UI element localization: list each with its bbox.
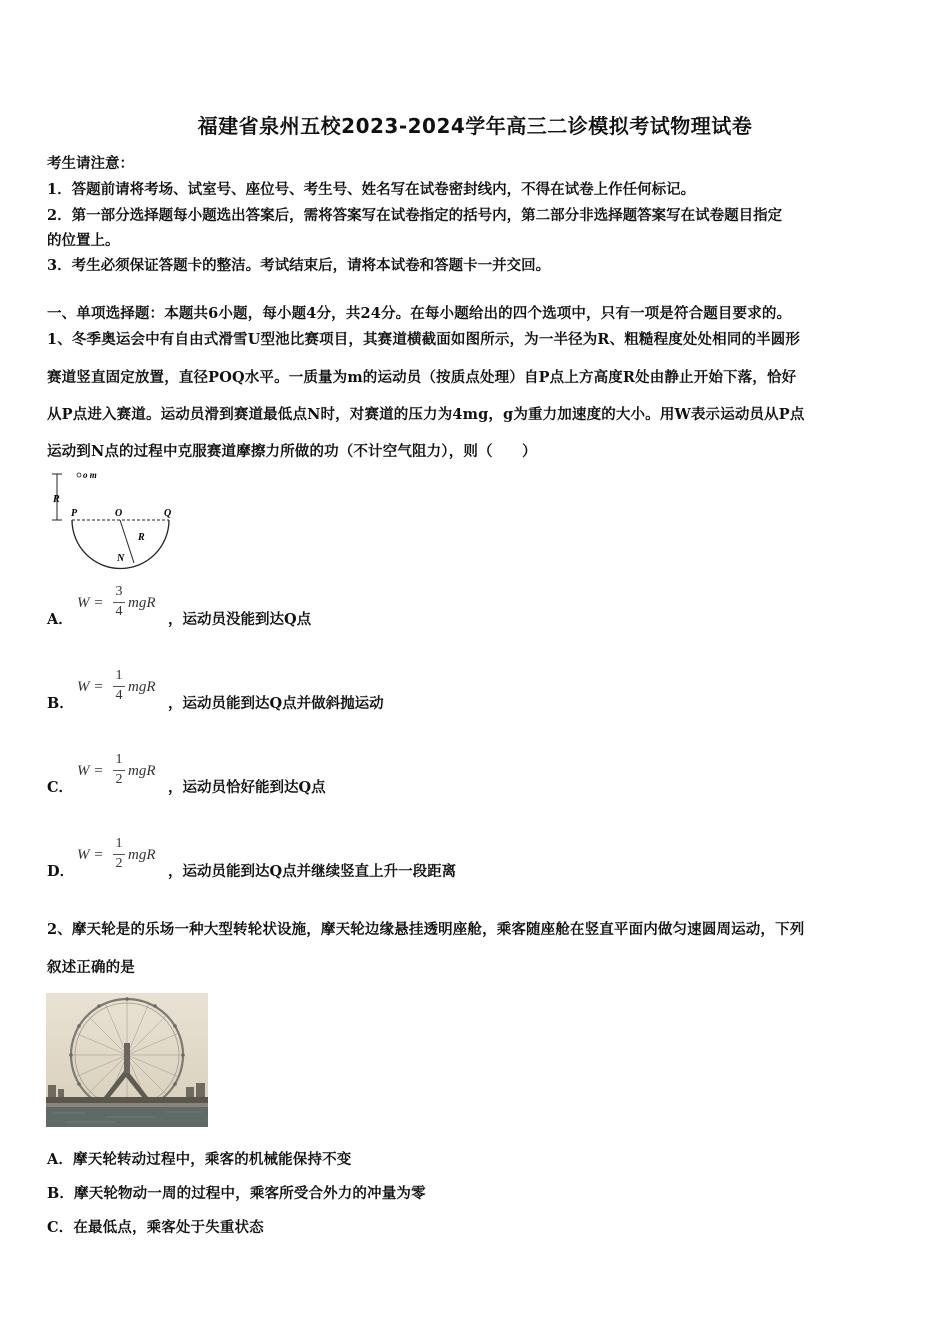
option-b-label: B． — [47, 695, 74, 712]
option-d-label: D． — [47, 863, 75, 880]
option-d-fracbar — [113, 854, 125, 855]
option-b-den: 4 — [115, 688, 123, 703]
option-c-fracbar — [113, 770, 125, 771]
q1-line-2: 赛道竖直固定放置，直径POQ水平。一质量为m的运动员（按质点处理）自P点上方高度R处由静止开始下落，恰好 — [47, 369, 797, 386]
option-a-label: A． — [47, 611, 73, 628]
q1-line-1: 1、冬季奥运会中有自由式滑雪U型池比赛项目，其赛道横截面如图所示，为一半径为R、粗糙程度处处相同的半圆形 — [47, 331, 801, 348]
q2-option-b[interactable]: B．摩天轮物动一周的过程中，乘客所受合外力的冲量为零 — [47, 1185, 426, 1202]
page-title: 福建省泉州五校2023-2024学年高三二诊模拟考试物理试卷 — [197, 114, 753, 138]
option-c-text: ，运动员恰好能到达Q点 — [168, 779, 326, 796]
option-d-den: 2 — [115, 856, 123, 871]
option-d-text: ，运动员能到达Q点并继续竖直上升一段距离 — [168, 863, 457, 880]
option-d-w: W = — [77, 847, 104, 863]
q1-option-d[interactable] — [47, 832, 747, 882]
option-d-num: 1 — [115, 836, 123, 851]
q1-option-c[interactable] — [47, 748, 647, 798]
option-b-num: 1 — [115, 668, 123, 683]
option-b-tail: mgR — [128, 679, 156, 695]
q2-line-2: 叙述正确的是 — [47, 959, 135, 976]
option-c-label: C． — [47, 779, 74, 796]
q2-option-c[interactable]: C．在最低点，乘客处于失重状态 — [47, 1219, 264, 1236]
q1-halfpipe-diagram — [44, 466, 184, 576]
notice-item-3: 3．考生必须保证答题卡的整洁。考试结束后，请将本试卷和答题卡一并交回。 — [47, 257, 551, 274]
option-a-tail: mgR — [128, 595, 156, 611]
option-a-num: 3 — [115, 584, 123, 599]
q1-option-b[interactable] — [47, 664, 647, 714]
q2-line-1: 2、摩天轮是的乐场一种大型转轮状设施，摩天轮边缘悬挂透明座舱，乘客随座舱在竖直平面内做匀速圆周运动，下列 — [47, 921, 805, 938]
diagram-label-p: P — [71, 508, 78, 519]
section1-heading: 一、单项选择题：本题共6小题，每小题4分，共24分。在每小题给出的四个选项中，只有一项是符合题目要求的。 — [47, 305, 792, 322]
notice-item-2: 2．第一部分选择题每小题选出答案后，需将答案写在试卷指定的括号内，第二部分非选择题答案写在试卷题目指定 — [47, 207, 783, 224]
option-c-tail: mgR — [128, 763, 156, 779]
notice-item-2-cont: 的位置上。 — [47, 232, 120, 249]
option-c-w: W = — [77, 763, 104, 779]
option-a-den: 4 — [115, 604, 123, 619]
ferris-wheel-photo — [46, 993, 208, 1127]
option-c-num: 1 — [115, 752, 123, 767]
option-b-w: W = — [77, 679, 104, 695]
option-a-w: W = — [77, 595, 104, 611]
option-a-fracbar — [113, 602, 125, 603]
option-b-fracbar — [113, 686, 125, 687]
option-c-den: 2 — [115, 772, 123, 787]
diagram-label-q: Q — [164, 508, 172, 519]
notice-heading: 考生请注意： — [47, 155, 134, 172]
option-a-text: ，运动员没能到达Q点 — [168, 611, 312, 628]
option-b-text: ，运动员能到达Q点并做斜抛运动 — [168, 695, 384, 712]
diagram-label-r-radius: R — [138, 532, 145, 543]
q1-option-a[interactable] — [47, 580, 647, 630]
diagram-label-n: N — [117, 553, 125, 564]
q1-line-3: 从P点进入赛道。运动员滑到赛道最低点N时，对赛道的压力为4mg，g为重力加速度的大小。用W表示运动员从P点 — [47, 406, 805, 423]
q1-line-4: 运动到N点的过程中克服赛道摩擦力所做的功（不计空气阻力），则（ ） — [47, 443, 537, 460]
option-d-tail: mgR — [128, 847, 156, 863]
diagram-label-m: o m — [83, 470, 97, 480]
q2-option-a[interactable]: A．摩天轮转动过程中，乘客的机械能保持不变 — [47, 1151, 352, 1168]
diagram-label-o: O — [115, 508, 123, 519]
diagram-label-r-height: R — [53, 494, 60, 505]
notice-item-1: 1．答题前请将考场、试室号、座位号、考生号、姓名写在试卷密封线内，不得在试卷上作任何标记。 — [47, 181, 696, 198]
